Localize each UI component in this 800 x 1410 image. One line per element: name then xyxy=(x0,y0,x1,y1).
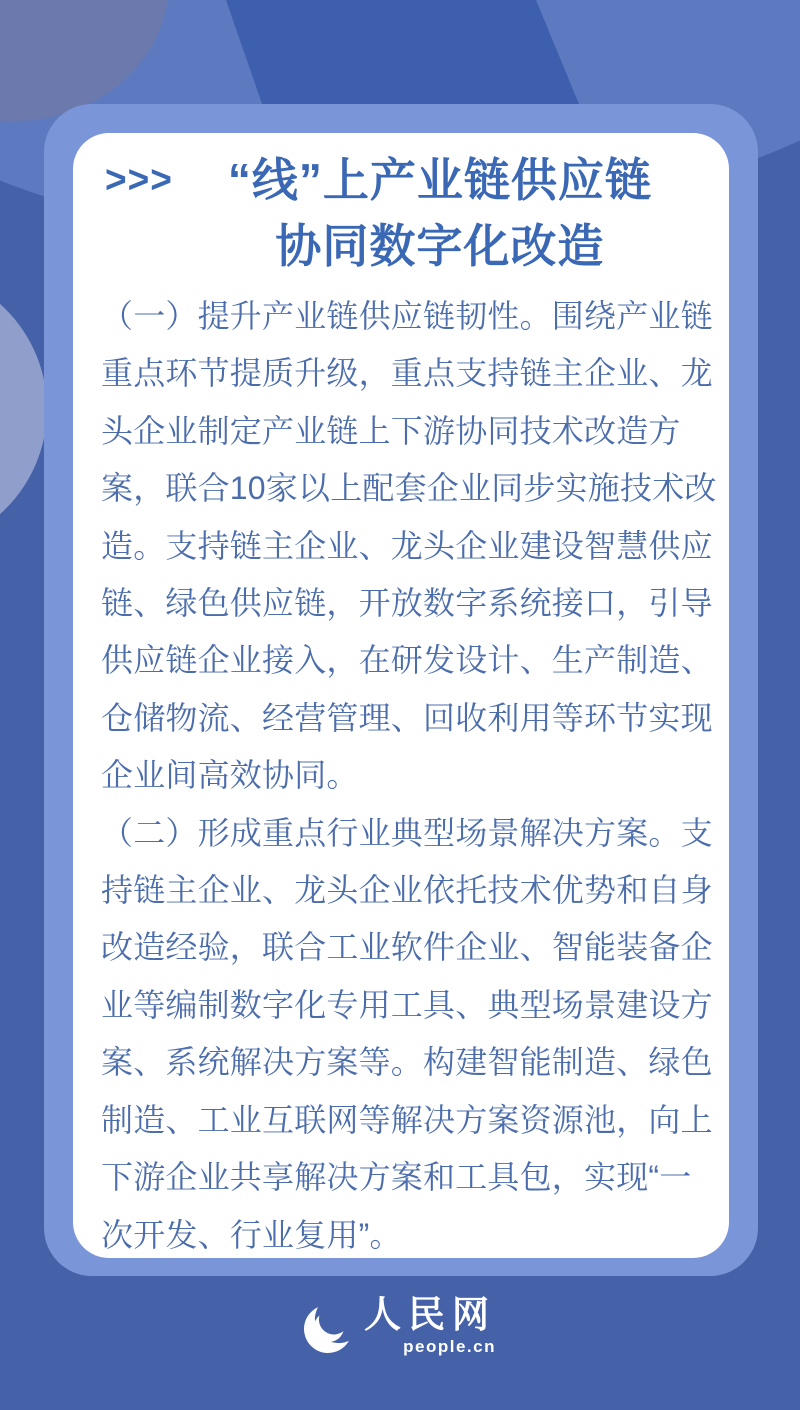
page-title-line-1: “线”上产业链供应链 xyxy=(227,154,652,206)
body-text-line: 头企业制定产业链上下游协同技术改造方 xyxy=(101,412,681,449)
logo-subtext: people.cn xyxy=(403,1337,496,1356)
body-text-line: 持链主企业、龙头企业依托技术优势和自身 xyxy=(101,872,713,909)
content-card xyxy=(73,133,729,1258)
body-text-line: （一）提升产业链供应链韧性。围绕产业链 xyxy=(101,298,713,334)
body-text xyxy=(101,288,717,1258)
title-row xyxy=(101,147,707,279)
title-arrows-icon: >>> xyxy=(105,157,173,201)
page-title-line-2: 协同数字化改造 xyxy=(275,220,605,272)
peoplecn-logo xyxy=(304,1296,496,1357)
logo-text: 人民网 xyxy=(364,1295,496,1336)
crescent-moon-icon xyxy=(304,1305,352,1353)
body-text-line: 业等编制数字化专用工具、典型场景建设方 xyxy=(101,986,713,1023)
body-text-line: 重点环节提质升级，重点支持链主企业、龙 xyxy=(101,355,713,392)
logo-text-block xyxy=(364,1296,496,1357)
bg-side-circle xyxy=(0,268,47,550)
body-text-line: 次开发、行业复用”。 xyxy=(101,1216,402,1253)
card-frame xyxy=(44,104,758,1276)
body-text-line: 下游企业共享解决方案和工具包，实现“一 xyxy=(101,1159,692,1196)
body-text-line: 链、绿色供应链，开放数字系统接口，引导 xyxy=(101,585,713,622)
body-text-line: （二）形成重点行业典型场景解决方案。支 xyxy=(101,814,713,851)
body-text-line: 改造经验，联合工业软件企业、智能装备企 xyxy=(101,929,713,966)
body-text-line: 案、系统解决方案等。构建智能制造、绿色 xyxy=(101,1044,713,1081)
body-text-line: 制造、工业互联网等解决方案资源池，向上 xyxy=(101,1101,713,1138)
footer xyxy=(0,1296,800,1357)
body-text-line: 供应链企业接入，在研发设计、生产制造、 xyxy=(101,642,713,679)
body-text-line: 造。支持链主企业、龙头企业建设智慧供应 xyxy=(101,527,713,564)
page-title xyxy=(173,147,707,279)
body-text-line: 企业间高效协同。 xyxy=(101,757,359,794)
body-text-line: 仓储物流、经营管理、回收利用等环节实现 xyxy=(101,699,713,736)
body-text-line: 案，联合10家以上配套企业同步实施技术改 xyxy=(101,470,717,507)
